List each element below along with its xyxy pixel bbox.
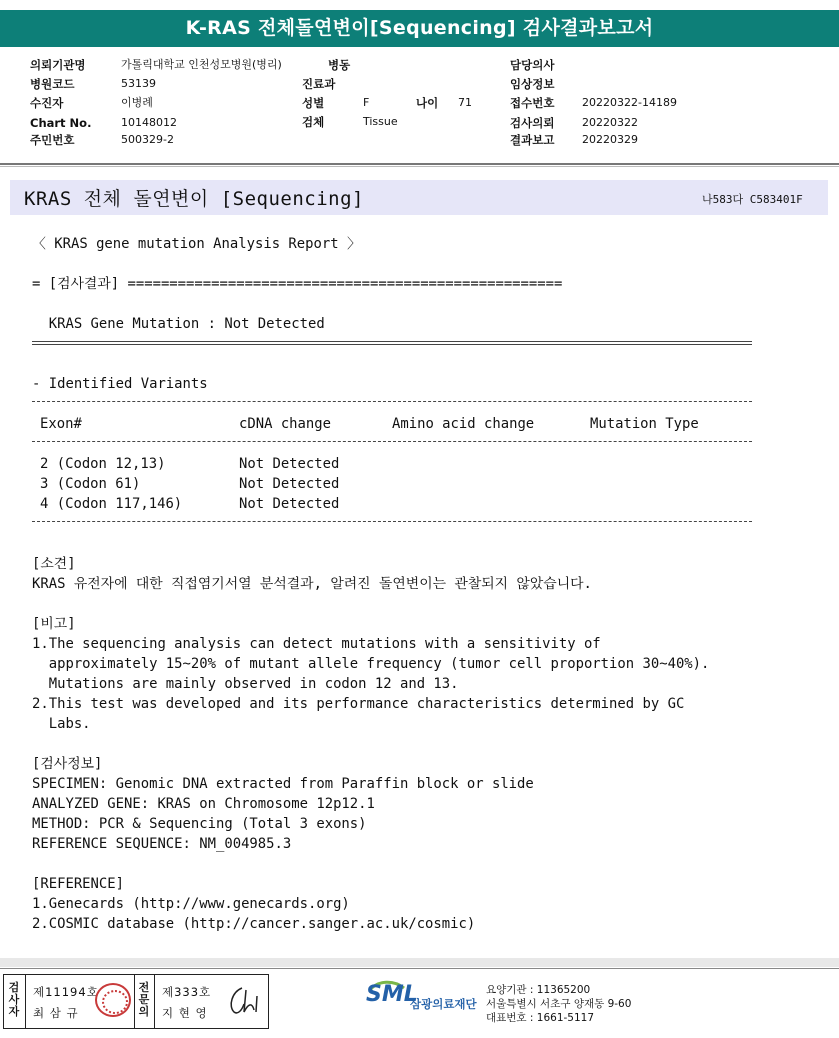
phone: 대표번호 : 1661-5117 bbox=[486, 1012, 595, 1024]
hospital-label: 의뢰기관명 bbox=[30, 58, 86, 72]
footer-divider bbox=[0, 968, 839, 969]
receipt-value: 20220322-14189 bbox=[582, 96, 677, 109]
specimen-value: Tissue bbox=[363, 115, 398, 128]
info-refseq: REFERENCE SEQUENCE: NM_004985.3 bbox=[32, 836, 292, 852]
variants-rule-bottom bbox=[32, 521, 752, 522]
remarks-title: [비고] bbox=[32, 616, 76, 632]
address: 서울특별시 서초구 양재동 9-60 bbox=[486, 998, 632, 1010]
section-code: 나583다 C583401F bbox=[702, 193, 803, 206]
sex-value: F bbox=[363, 96, 370, 109]
col-cdna: cDNA change bbox=[239, 416, 331, 432]
dept-label: 진료과 bbox=[302, 77, 336, 91]
table-row-cdna: Not Detected bbox=[239, 456, 340, 472]
signature-divider bbox=[25, 974, 26, 1029]
section-title: KRAS 전체 돌연변이 [Sequencing] bbox=[24, 188, 364, 210]
signature-icon bbox=[224, 982, 262, 1020]
hospital-code-value: 53139 bbox=[121, 77, 156, 90]
remark-1-line-2: approximately 15~20% of mutant allele frequency (tumor cell proportion 30~40%). bbox=[32, 656, 710, 672]
org-name: 삼광의료재단 bbox=[410, 997, 477, 1011]
result-line: KRAS Gene Mutation : Not Detected bbox=[32, 316, 325, 332]
variants-rule-top bbox=[32, 401, 752, 402]
col-amino: Amino acid change bbox=[392, 416, 535, 432]
specialist-label: 전문의 bbox=[138, 981, 150, 1018]
age-value: 71 bbox=[458, 96, 472, 109]
result-title: = [검사결과] ==================================================== bbox=[32, 276, 563, 292]
specialist-number: 제333호 bbox=[162, 985, 212, 999]
inspector-name: 최 삼 규 bbox=[33, 1006, 79, 1020]
remark-1-line-1: 1.The sequencing analysis can detect mutations with a sensitivity of bbox=[32, 636, 601, 652]
result-rule bbox=[32, 341, 752, 345]
reference-title: [REFERENCE] bbox=[32, 876, 124, 892]
col-exon: Exon# bbox=[40, 416, 82, 432]
request-label: 검사의뢰 bbox=[510, 116, 555, 130]
request-value: 20220322 bbox=[582, 116, 638, 129]
sml-logo: SML bbox=[366, 982, 418, 1007]
specimen-label: 검체 bbox=[302, 115, 325, 129]
hospital-code-label: 병원코드 bbox=[30, 77, 75, 91]
info-gene: ANALYZED GENE: KRAS on Chromosome 12p12.1 bbox=[32, 796, 375, 812]
patient-value: 이병례 bbox=[121, 96, 153, 109]
patient-label: 수진자 bbox=[30, 96, 64, 110]
table-row-exon: 4 (Codon 117,146) bbox=[40, 496, 183, 512]
header-divider-thin bbox=[0, 166, 839, 167]
table-row-cdna: Not Detected bbox=[239, 496, 340, 512]
age-label: 나이 bbox=[416, 96, 439, 110]
info-title: [검사정보] bbox=[32, 756, 103, 772]
info-method: METHOD: PCR & Sequencing (Total 3 exons) bbox=[32, 816, 367, 832]
chart-value: 10148012 bbox=[121, 116, 177, 129]
receipt-label: 접수번호 bbox=[510, 96, 555, 110]
reference-2: 2.COSMIC database (http://cancer.sanger.ac.uk/cosmic) bbox=[32, 916, 476, 932]
remark-1-line-3: Mutations are mainly observed in codon 12 and 13. bbox=[32, 676, 459, 692]
institution-code: 요양기관 : 11365200 bbox=[486, 984, 591, 996]
opinion-text: KRAS 유전자에 대한 직접염기서열 분석결과, 알려진 돌연변이는 관찰되지 않았습니다. bbox=[32, 576, 592, 592]
doctor-label: 담당의사 bbox=[510, 58, 555, 72]
variants-rule-mid bbox=[32, 441, 752, 442]
inspector-label: 검사자 bbox=[8, 981, 20, 1018]
signature-divider bbox=[154, 974, 155, 1029]
info-specimen: SPECIMEN: Genomic DNA extracted from Paraffin block or slide bbox=[32, 776, 534, 792]
col-type: Mutation Type bbox=[590, 416, 699, 432]
chart-label: Chart No. bbox=[30, 116, 92, 130]
table-row-cdna: Not Detected bbox=[239, 476, 340, 492]
hospital-value: 가톨릭대학교 인천성모병원(병리) bbox=[121, 58, 282, 71]
variants-title: - Identified Variants bbox=[32, 376, 208, 392]
remark-2-line-1: 2.This test was developed and its performance characteristics determined by GC bbox=[32, 696, 685, 712]
clinical-label: 임상정보 bbox=[510, 77, 555, 91]
report-date-label: 결과보고 bbox=[510, 133, 555, 147]
reference-1: 1.Genecards (http://www.genecards.org) bbox=[32, 896, 350, 912]
report-date-value: 20220329 bbox=[582, 133, 638, 146]
rrn-label: 주민번호 bbox=[30, 133, 75, 147]
specialist-name: 지 현 영 bbox=[162, 1006, 208, 1020]
remark-2-line-2: Labs. bbox=[32, 716, 91, 732]
ward-label: 병동 bbox=[328, 58, 351, 72]
header-divider bbox=[0, 163, 839, 165]
rrn-value: 500329-2 bbox=[121, 133, 174, 146]
footer-band bbox=[0, 958, 839, 967]
report-heading: 〈 KRAS gene mutation Analysis Report 〉 bbox=[32, 236, 361, 252]
sex-label: 성별 bbox=[302, 96, 325, 110]
report-title: K-RAS 전체돌연변이[Sequencing] 검사결과보고서 bbox=[0, 10, 839, 47]
opinion-title: [소견] bbox=[32, 556, 76, 572]
table-row-exon: 2 (Codon 12,13) bbox=[40, 456, 166, 472]
seal-stamp-icon bbox=[95, 983, 131, 1017]
signature-divider bbox=[134, 974, 135, 1029]
inspector-number: 제11194호 bbox=[33, 985, 99, 999]
table-row-exon: 3 (Codon 61) bbox=[40, 476, 141, 492]
